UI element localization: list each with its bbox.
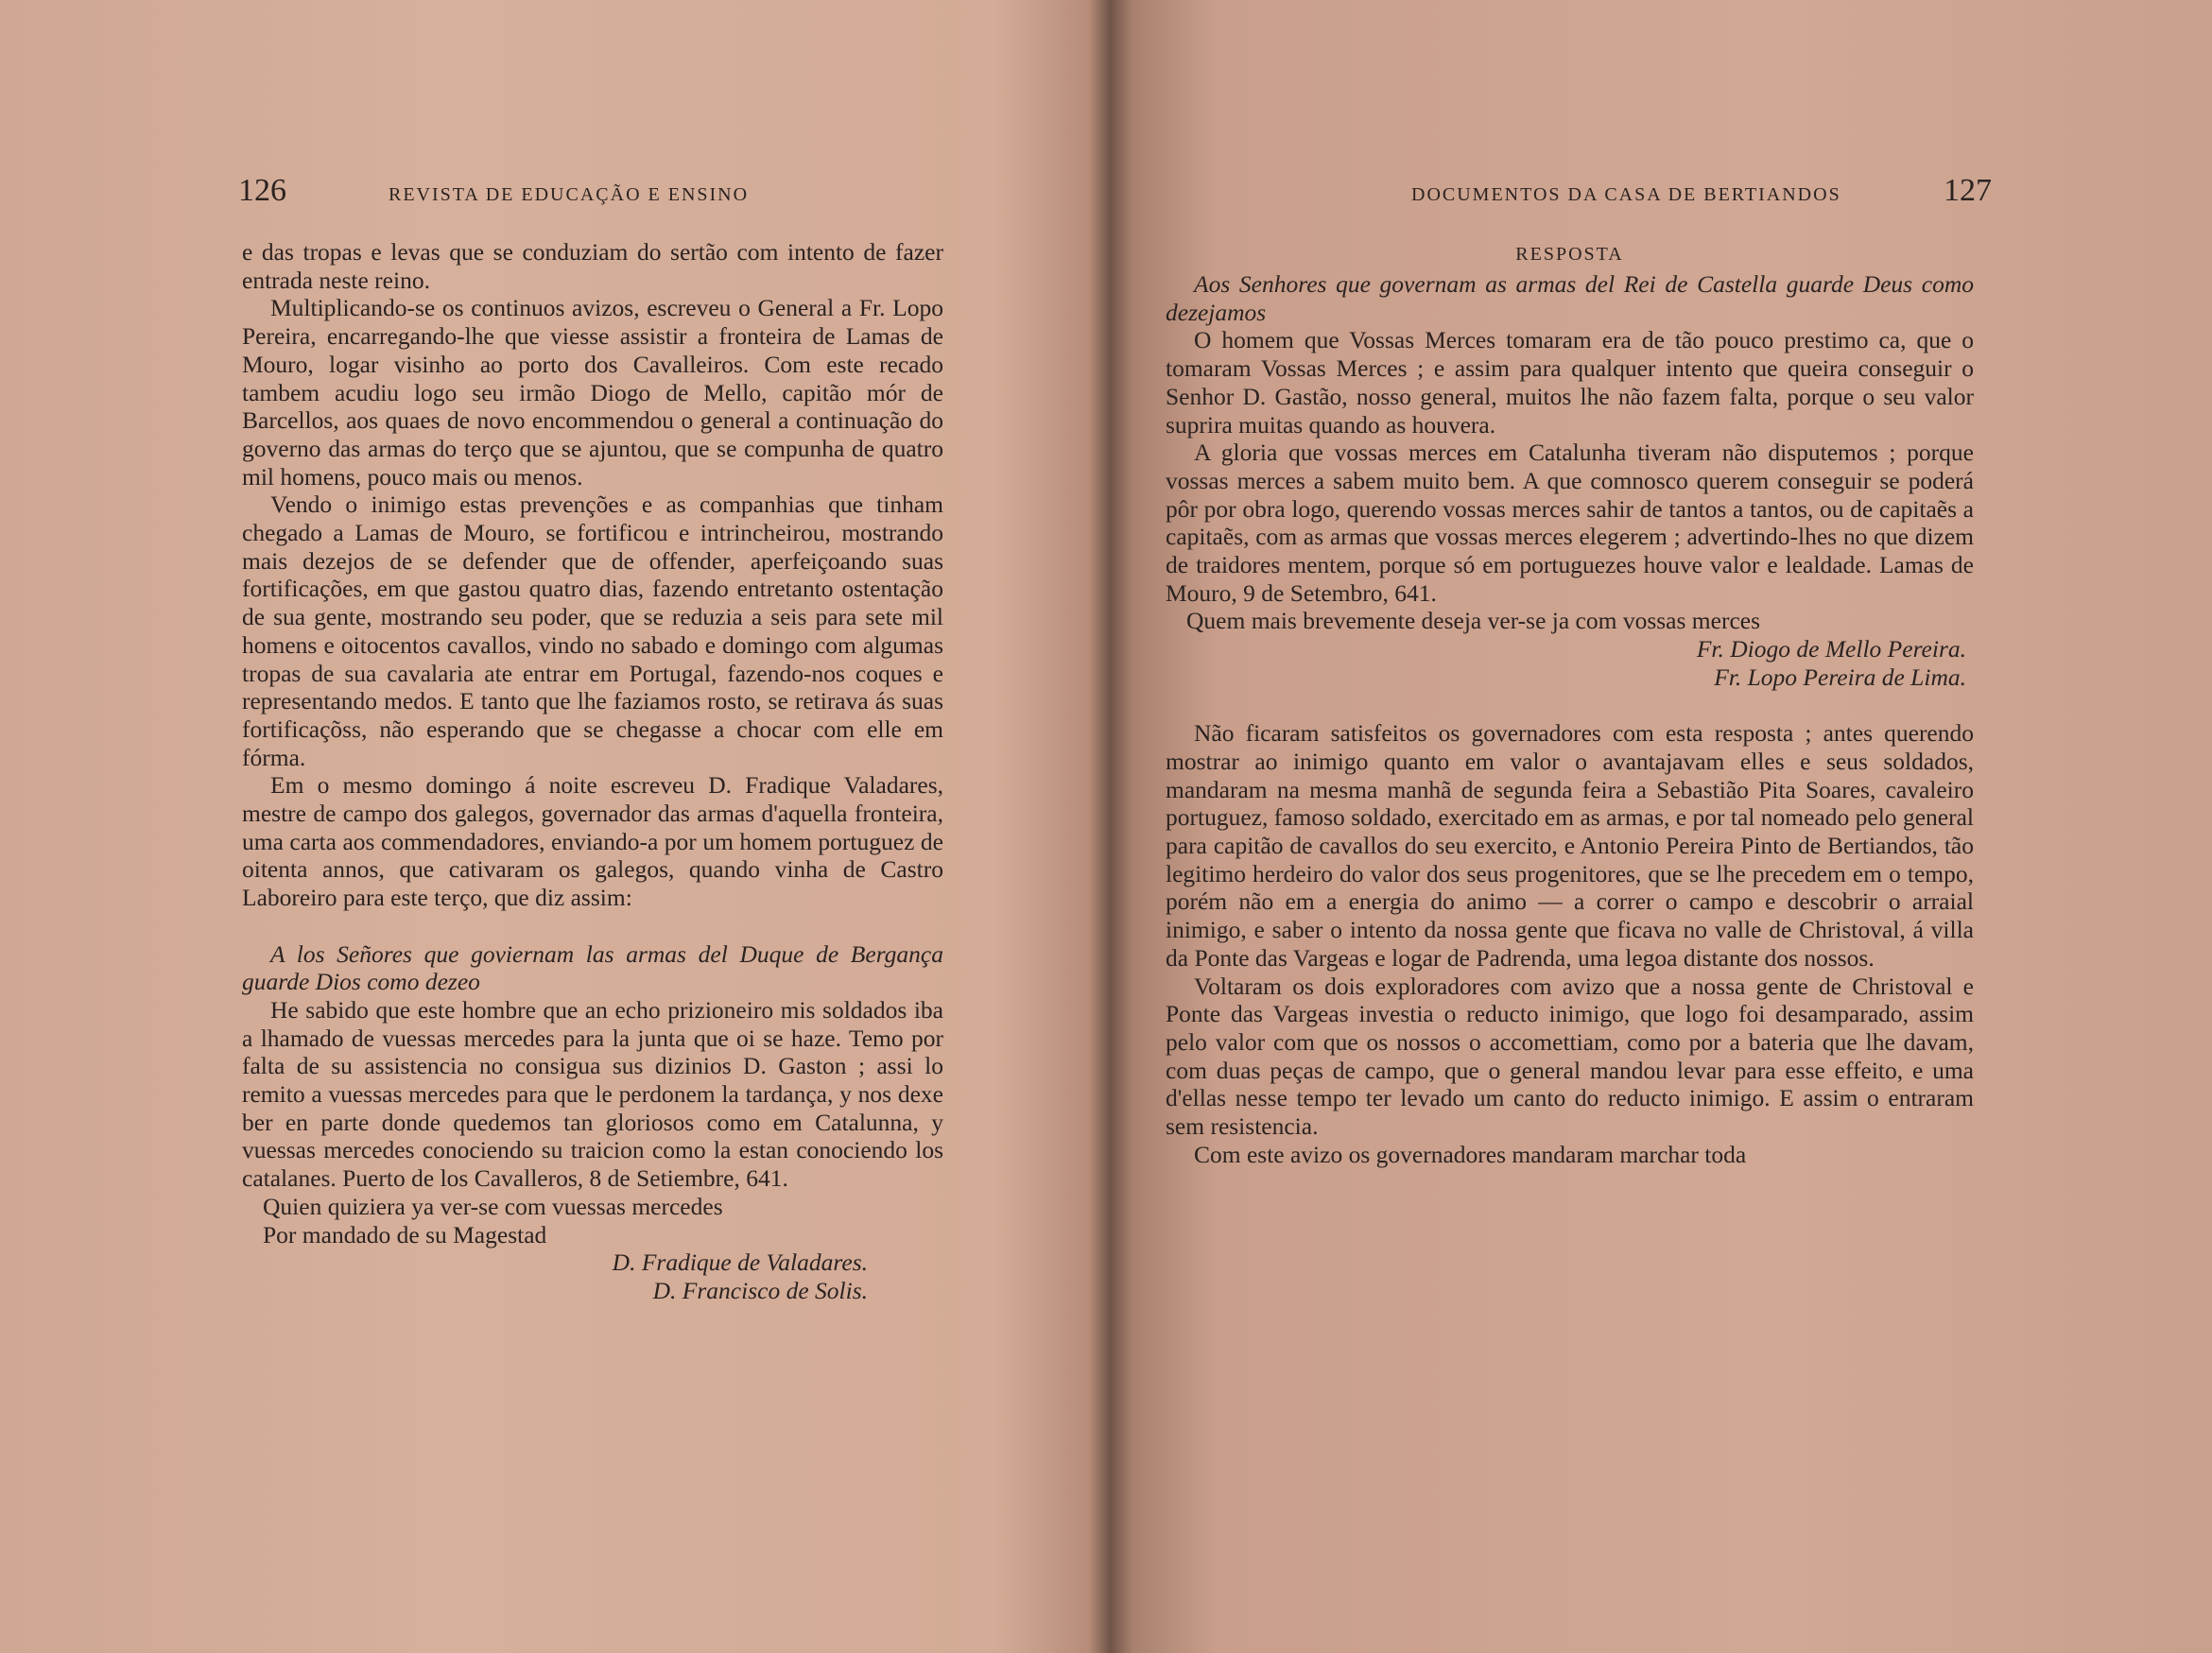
letter-paragraph: A gloria que vossas merces em Catalunha tiveram não disputemos ; porque vossas merces a sabem muito bem. A que comnosco querem conseguir se poderá pôr por obra logo, querendo vossas merces sahir de tantos a tantos, ou de capitaẽs a capitaẽs, com as armas que vossas merces elegerem ; advertindo-lhes no que dizem de traidores mentem, porque só em portuguezes houve valor e lealdade. Lamas de Mouro, 9 de Setembro, 641. (1166, 439, 1974, 607)
letter-paragraph: O homem que Vossas Merces tomaram era de tão pouco prestimo ca, que o tomaram Vossas Merces ; e assim para qualquer intento que queira conseguir o Senhor D. Gastão, nosso general, muitos lhe não fazem falta, porque o seu valor suprira muitas quando as houvera. (1166, 326, 1974, 439)
running-title: DOCUMENTOS DA CASA DE BERTIANDOS (1411, 184, 1841, 205)
paragraph: Não ficaram satisfeitos os governadores com esta resposta ; antes querendo mostrar ao inimigo quanto em valor o avantajavam elles e seus soldados, mandaram na mesma manhã de segunda feira a Sebastião Pita Soares, cavaleiro portuguez, famoso soldado, exercitado em as armas, e por tal nomeado pelo general para capitão de cavallos do seu exercito, e Antonio Pereira Pinto de Bertiandos, tão legitimo herdeiro do valor dos seus progenitores, que se lhe precedem em o tempo, porém não em a energia do animo — a correr o campo e descobrir o arraial inimigo, e saber o intento da nossa gente que ficava no valle de Christoval, á villa da Ponte das Vargeas e logar de Padrenda, uma legoa distante dos nossos. (1166, 719, 1974, 972)
letter-closing: Por mandado de su Magestad (263, 1220, 547, 1248)
paragraph: Em o mesmo domingo á noite escreveu D. Fradique Valadares, mestre de campo dos galegos, governador das armas d'aquella fronteira, uma carta aos commendadores, enviando-a por um homem portuguez de oitenta annos, que cativaram os galegos, quando vinha de Castro Laboreiro para este terço, que diz assim: (242, 771, 943, 912)
running-title: REVISTA DE EDUCAÇÃO E ENSINO (389, 184, 750, 205)
left-page (0, 0, 1054, 1653)
letter-heading: Aos Senhores que governam as armas del Rei de Castella guarde Deus como dezejamos (1166, 270, 1974, 326)
signature: D. Francisco de Solis. (652, 1277, 868, 1304)
left-running-head (238, 173, 786, 218)
paragraph: e das tropas e levas que se conduziam do sertão com intento de fazer entrada neste reino. (242, 238, 943, 294)
signature: D. Fradique de Valadares. (612, 1248, 868, 1277)
signature: Fr. Lopo Pereira de Lima. (1714, 663, 1966, 691)
right-body-text (1166, 238, 1974, 1168)
section-title: RESPOSTA (1515, 244, 1624, 265)
paragraph: Multiplicando-se os continuos avizos, escreveu o General a Fr. Lopo Pereira, encarregando-lhe que viesse assistir a fronteira de Lamas de Mouro, logar visinho ao porto dos Cavalleiros. Com este recado tambem acudiu logo seu irmão Diogo de Mello, capitão mór de Barcellos, aos quaes de novo encommendou o general a continuação do governo das armas do terço que se ajuntou, que se compunha de quatro mil homens, pouco mais ou menos. (242, 294, 943, 491)
page-number: 127 (1944, 173, 1992, 208)
right-page (1063, 0, 2212, 1653)
paragraph: Com este avizo os governadores mandaram marchar toda (1194, 1140, 1747, 1168)
page-number: 126 (238, 173, 286, 208)
left-body-text (242, 238, 943, 1305)
spacer (1166, 692, 1974, 720)
letter-closing: Quien quiziera ya ver-se com vuessas mercedes (263, 1192, 723, 1220)
letter-heading: A los Señores que goviernam las armas del Duque de Bergança guarde Dios como dezeo (242, 939, 943, 996)
paragraph: Voltaram os dois exploradores com avizo que a nossa gente de Christoval e Ponte das Vargeas investia o reducto inimigo, que logo foi desamparado, assim pelo valor com que os nossos o accomettiam, como por a bateria que lhe davam, com duas peças de campo, que o general mandou levar para esse effeito, e uma d'ellas nesse tempo ter levado um canto do reducto inimigo. E assim o entraram sem resistencia. (1166, 972, 1974, 1141)
letter-closing: Quem mais brevemente deseja ver-se ja com vossas merces (1186, 607, 1761, 635)
letter-body: He sabido que este hombre que an echo prizioneiro mis soldados iba a lhamado de vuessas mercedes para la junta que oi se haze. Temo por falta de su assistencia no consigua sus dizinios D. Gaston ; assi lo remito a vuessas mercedes para que le perdonem la tardança, y nos dexe ber en parte donde quedemos tan gloriosos como em Catalunna, y vuessas mercedes conociendo su traicion como la estan conociendo los catalanes. Puerto de los Cavalleros, 8 de Setiembre, 641. (242, 995, 943, 1193)
paragraph: Vendo o inimigo estas prevenções e as companhias que tinham chegado a Lamas de Mouro, se fortificou e intrincheirou, mostrando mais dezejos de se defender que de offender, aperfeiçoando suas fortificações, em que gastou quatro dias, fazendo entretanto ostentação de sua gente, mostrando seu poder, que se reduzia a seis para sete mil homens e oitocentos cavallos, vindo no sabado e domingo com algumas tropas de sua cavalaria ate entrar em Portugal, fazendo-nos coques e representando medos. E tanto que lhe faziamos rosto, se retirava ás suas fortificaçõss, não esperando que se chegasse a chocar com elle em fórma. (242, 491, 943, 771)
right-running-head (1290, 173, 1992, 218)
signature: Fr. Diogo de Mello Pereira. (1696, 635, 1966, 663)
